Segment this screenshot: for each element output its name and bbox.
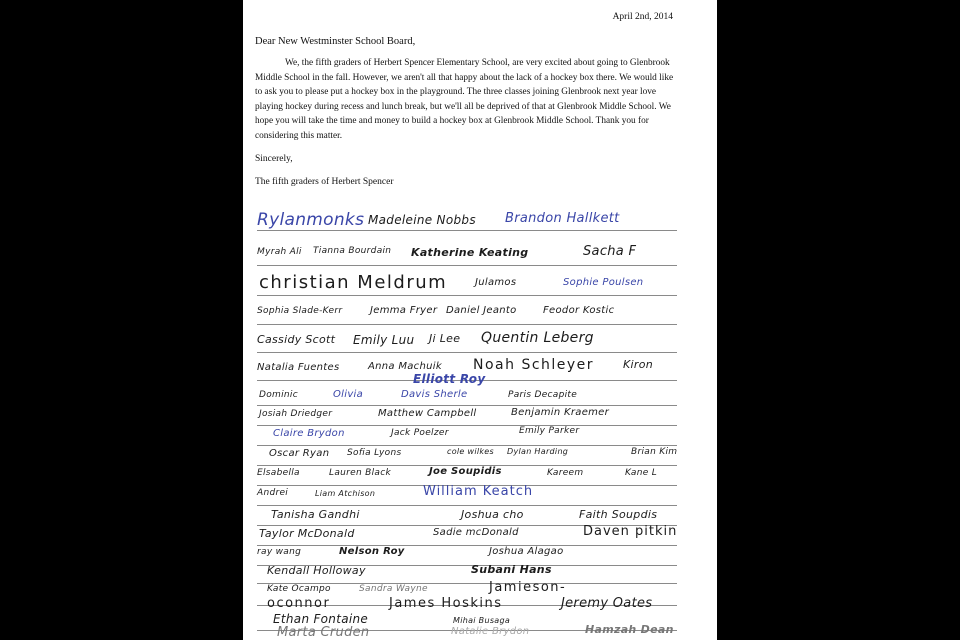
signature-line xyxy=(257,405,677,406)
signature-line xyxy=(257,295,677,296)
signature: Anna Machuik xyxy=(368,361,442,372)
signature: christian Meldrum xyxy=(259,272,448,293)
signature-line xyxy=(257,230,677,231)
signature: Myrah Ali xyxy=(257,247,302,257)
signature-line xyxy=(257,265,677,266)
signature: Joshua Alagao xyxy=(489,546,564,557)
signature: oconnor xyxy=(267,596,331,611)
signature: Elsabella xyxy=(257,468,300,478)
letter-body: We, the fifth graders of Herbert Spencer Elementary School, are very excited about going to Glenbrook Middle School in the fall. However, we aren't all that happy about the lack of a hockey box there. We would like to ask you to please put a hockey box in the playground. The three classes joining Glenbrook next year love playing hockey during recess and lunch break, but we'll all be deprived of that at Glenbrook Middle School. We hope you will take the time and money to build a hockey box at Glenbrook Middle School. Thank you for considering this matter. xyxy=(255,58,674,141)
signature: Daniel Jeanto xyxy=(446,305,517,316)
signature: William Keatch xyxy=(423,484,534,499)
signature: Sophia Slade-Kerr xyxy=(257,306,343,316)
signature: Elliott Roy xyxy=(413,372,486,386)
signature: Sacha F xyxy=(583,244,637,259)
signature: Benjamin Kraemer xyxy=(511,407,610,418)
signature: Feodor Kostic xyxy=(543,305,615,316)
signature: Tanisha Gandhi xyxy=(271,508,360,521)
signature: Sofia Lyons xyxy=(347,448,402,458)
signature: Ethan Fontaine xyxy=(273,612,369,626)
signature: Jemma Fryer xyxy=(370,305,438,316)
signature: Marta Cruden xyxy=(277,625,370,640)
signature: Brian Kim xyxy=(631,447,678,457)
signature: Emily Parker xyxy=(519,426,580,436)
signature: ray wang xyxy=(257,547,302,557)
signature: Dominic xyxy=(259,390,298,400)
signature: Joshua cho xyxy=(461,508,524,521)
signature: Sophie Poulsen xyxy=(563,277,644,288)
signature: Ji Lee xyxy=(429,332,461,345)
signature: Brandon Hallkett xyxy=(505,211,620,226)
signature: Julamos xyxy=(475,277,517,288)
letter-signoff: The fifth graders of Herbert Spencer xyxy=(255,177,394,187)
letter-closing: Sincerely, xyxy=(255,154,293,164)
signature: Taylor McDonald xyxy=(259,527,355,540)
signature-line xyxy=(257,425,677,426)
letter-date: April 2nd, 2014 xyxy=(612,12,673,22)
signature: Kiron xyxy=(623,358,653,371)
signature: Sandra Wayne xyxy=(359,584,428,594)
signature: Katherine Keating xyxy=(411,246,529,259)
letter-page xyxy=(243,0,717,640)
signature: Lauren Black xyxy=(329,468,391,478)
signature: Rylanmonks xyxy=(257,210,365,230)
signature: cole wilkes xyxy=(447,447,494,456)
signature: Kate Ocampo xyxy=(267,584,331,594)
signature: Mihai Busaga xyxy=(453,616,511,625)
signature: Sadie mcDonald xyxy=(433,527,519,538)
signature: Olivia xyxy=(333,389,364,400)
signature: Madeleine Nobbs xyxy=(368,213,476,227)
signature: Andrei xyxy=(257,488,289,498)
signature: Noah Schleyer xyxy=(473,357,595,373)
letter-salutation: Dear New Westminster School Board, xyxy=(255,36,416,47)
signature-line xyxy=(257,505,677,506)
signature: Jeremy Oates xyxy=(561,596,653,611)
signature: Josiah Driedger xyxy=(259,409,333,419)
signature-line xyxy=(257,445,677,446)
signature: Faith Soupdis xyxy=(579,508,658,521)
signature: Natalie Brydon xyxy=(451,626,530,637)
signature: Natalia Fuentes xyxy=(257,362,340,373)
signature-line xyxy=(257,324,677,325)
signature: Nelson Roy xyxy=(339,546,405,557)
signature: Subani Hans xyxy=(471,563,552,576)
signature: Quentin Leberg xyxy=(481,330,594,346)
signature: Tianna Bourdain xyxy=(313,246,392,256)
signature: Matthew Campbell xyxy=(378,408,477,419)
signature: Kane L xyxy=(625,468,658,478)
signature: Daven pitkin xyxy=(583,524,678,539)
signature: Oscar Ryan xyxy=(269,448,330,459)
signature: Dylan Harding xyxy=(507,447,569,456)
signature: Emily Luu xyxy=(353,333,415,347)
signature: Hamzah Dean xyxy=(585,623,674,636)
signature: Paris Decapite xyxy=(508,390,578,400)
signature: Jack Poelzer xyxy=(391,428,449,438)
signature: Jamieson- xyxy=(489,580,567,595)
signature: Claire Brydon xyxy=(273,428,345,439)
signature: Liam Atchison xyxy=(315,489,376,498)
signature: James Hoskins xyxy=(389,596,503,611)
signature: Kareem xyxy=(547,468,584,478)
signature: Cassidy Scott xyxy=(257,333,336,346)
signature: Davis Sherle xyxy=(401,389,468,400)
signature: Joe Soupidis xyxy=(429,466,502,477)
signature-line xyxy=(257,352,677,353)
signature-line xyxy=(257,545,677,546)
signature: Kendall Holloway xyxy=(267,564,366,577)
